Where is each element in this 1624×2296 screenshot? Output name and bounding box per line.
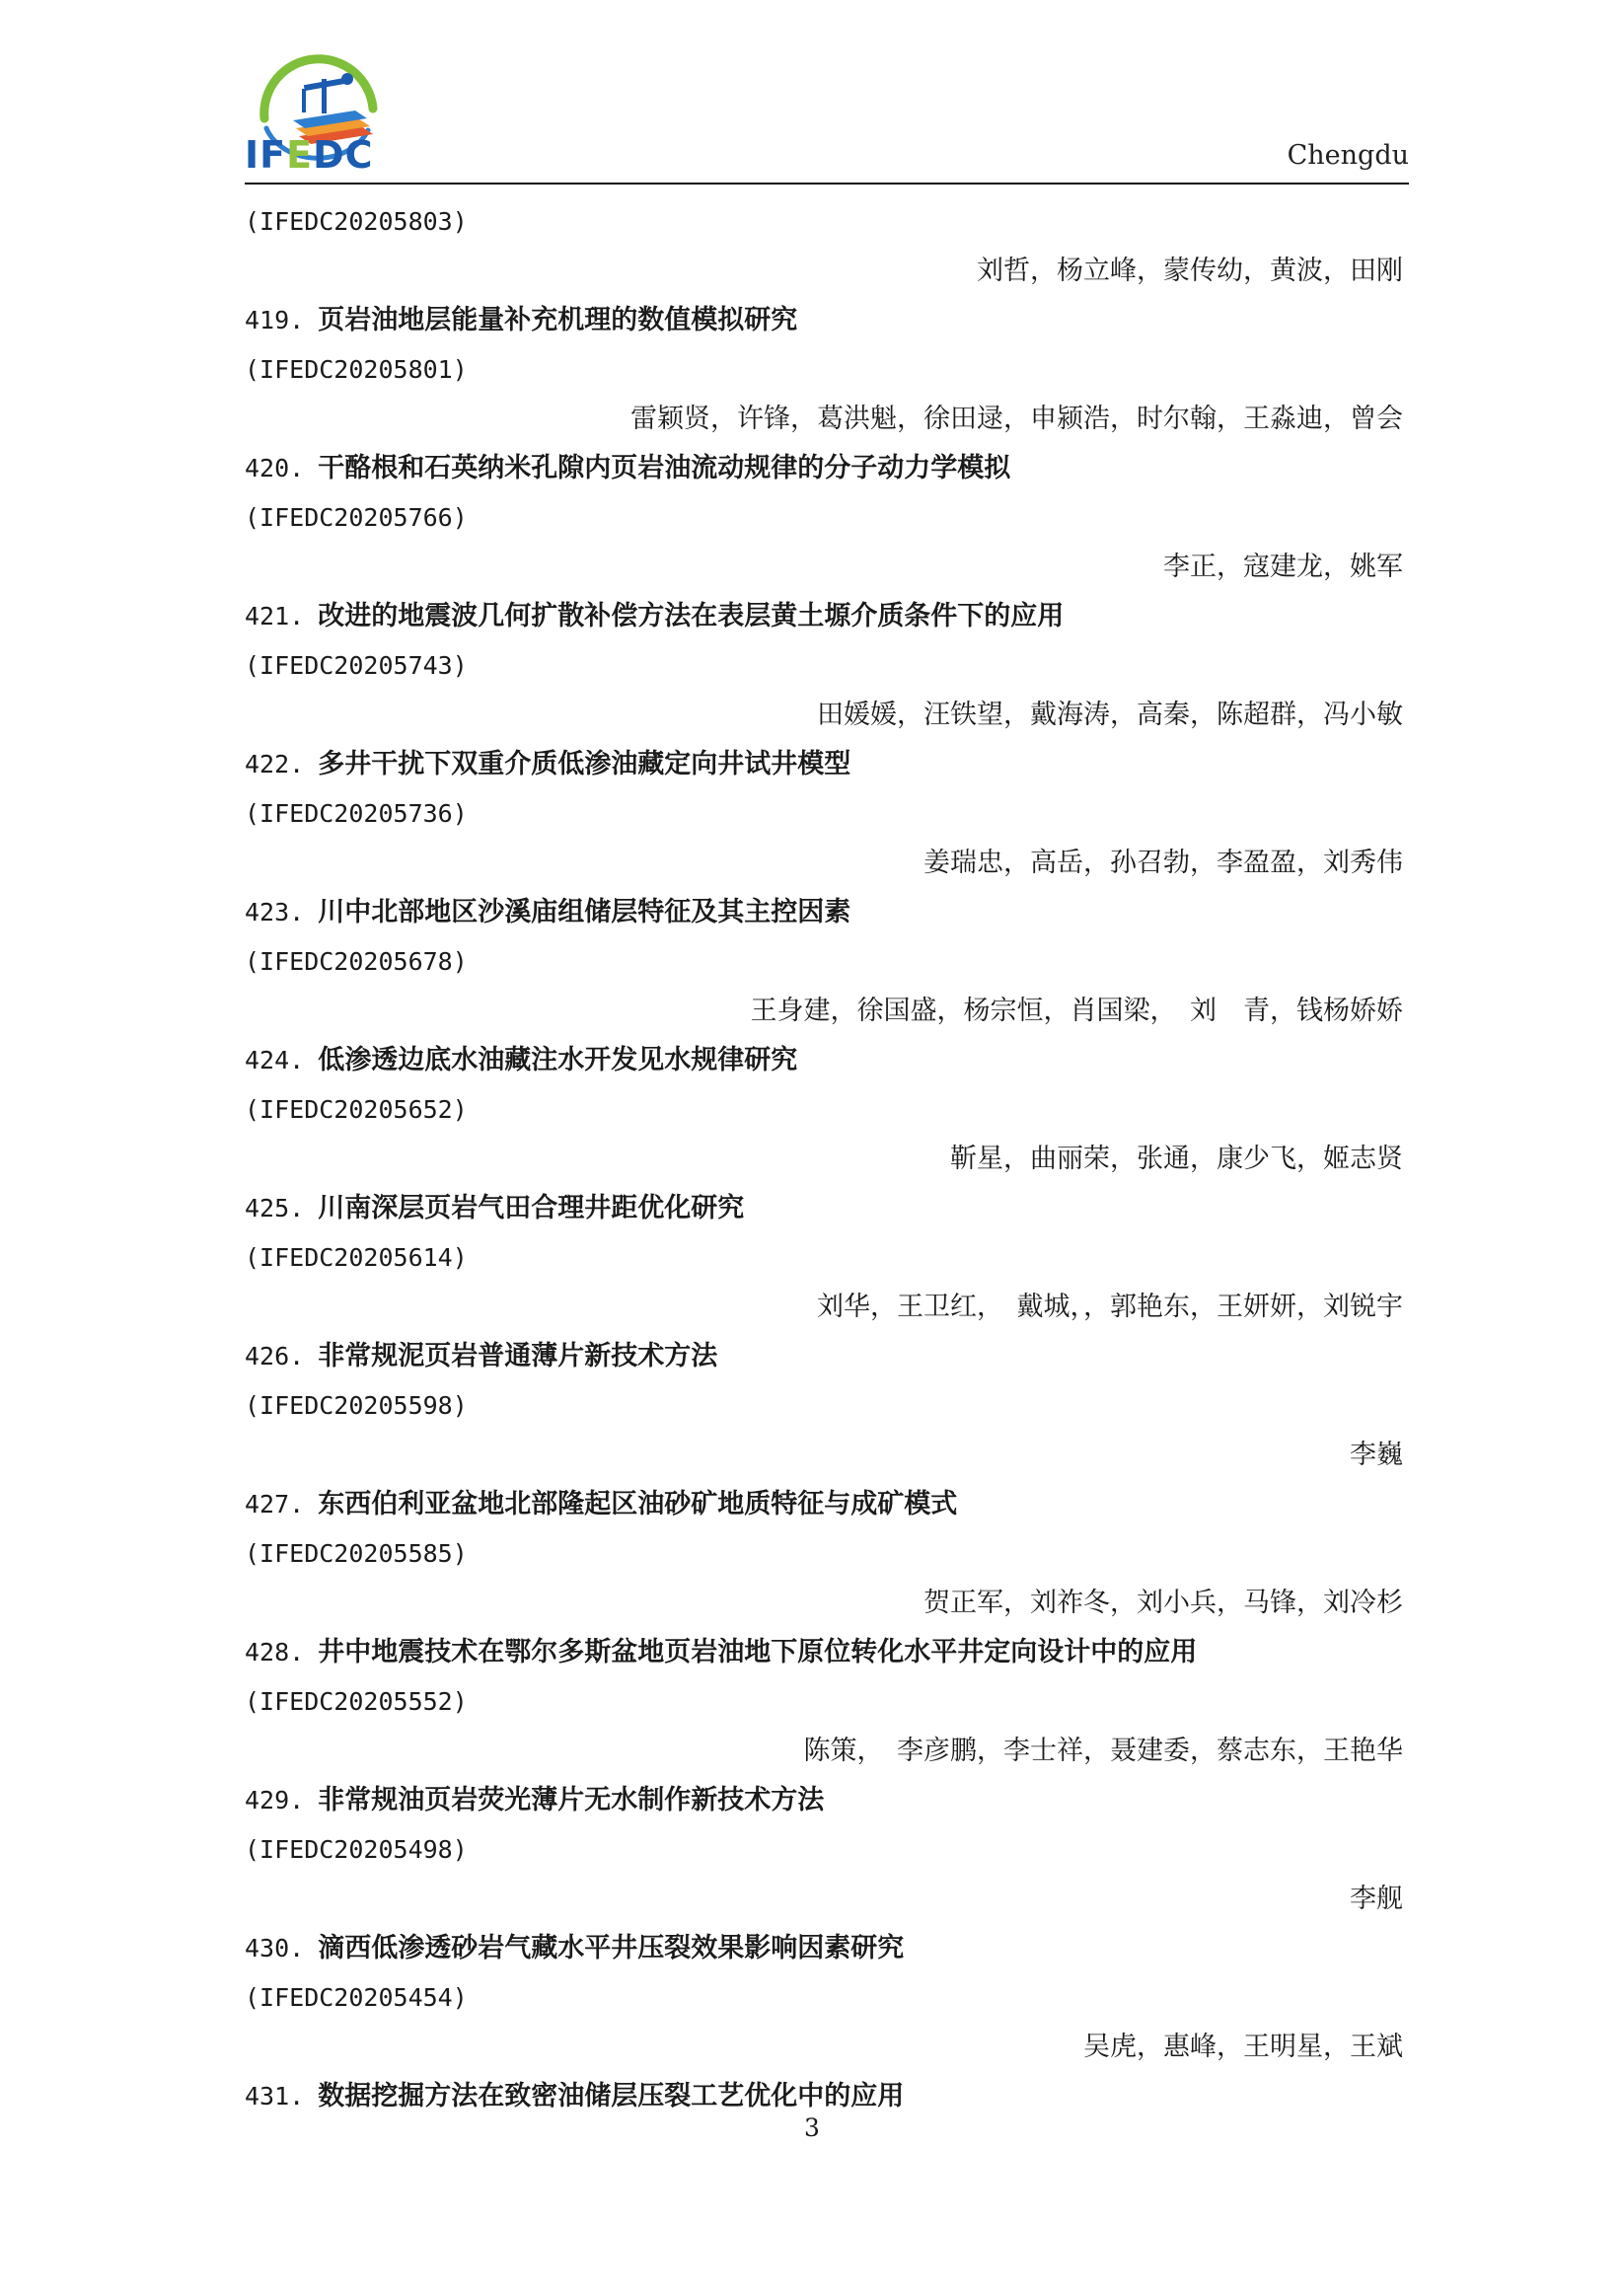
paper-title-text: 干酪根和石英纳米孔隙内页岩油流动规律的分子动力学模拟	[318, 453, 1011, 483]
paper-title-text: 非常规泥页岩普通薄片新技术方法	[318, 1341, 718, 1371]
paper-code: (IFEDC20205552)	[245, 1687, 468, 1716]
paper-code: (IFEDC20205454)	[245, 1983, 468, 2012]
paper-title-text: 改进的地震波几何扩散补偿方法在表层黄土塬介质条件下的应用	[318, 601, 1065, 631]
paper-authors: 刘哲，杨立峰，蒙传幼，黄波，田刚	[977, 256, 1403, 286]
paper-authors: 靳星，曲丽荣，张通，康少飞，姬志贤	[950, 1144, 1403, 1174]
paper-title	[245, 1480, 1403, 1529]
paper-title	[245, 1184, 1403, 1233]
header-city: Chengdu	[1287, 140, 1409, 171]
paper-code: (IFEDC20205801)	[245, 355, 468, 384]
paper-title	[245, 1036, 1403, 1085]
paper-code: (IFEDC20205614)	[245, 1243, 468, 1272]
paper-number: 422.	[245, 750, 305, 778]
paper-number: 425.	[245, 1194, 305, 1222]
paper-title	[245, 1628, 1403, 1677]
paper-code: (IFEDC20205736)	[245, 799, 468, 828]
page-number: 3	[804, 2113, 820, 2142]
paper-authors: 姜瑞忠，高岳，孙召勃，李盈盈，刘秀伟	[923, 848, 1403, 878]
paper-number: 428.	[245, 1638, 305, 1666]
paper-authors: 李巍	[1350, 1440, 1403, 1470]
paper-code: (IFEDC20205585)	[245, 1539, 468, 1568]
paper-authors: 雷颖贤，许锋，葛洪魁，徐田逯，申颍浩，时尔翰，王淼迪，曾会	[630, 404, 1403, 434]
paper-authors: 吴虎，惠峰，王明星，王斌	[1083, 2032, 1403, 2062]
paper-title	[245, 740, 1403, 789]
paper-title-text: 非常规油页岩荧光薄片无水制作新技术方法	[318, 1785, 825, 1815]
paper-code: (IFEDC20205766)	[245, 503, 468, 532]
paper-title	[245, 1776, 1403, 1825]
logo-text: IFEDC	[245, 133, 374, 177]
paper-title-text: 数据挖掘方法在致密油储层压裂工艺优化中的应用	[318, 2081, 905, 2111]
paper-title-text: 滴西低渗透砂岩气藏水平井压裂效果影响因素研究	[318, 1933, 905, 1963]
paper-number: 421.	[245, 602, 305, 630]
paper-title	[245, 1332, 1403, 1381]
paper-authors: 刘华，王卫红， 戴城，，郭艳东，王妍妍，刘锐宇	[817, 1292, 1403, 1322]
paper-number: 427.	[245, 1490, 305, 1518]
paper-number: 420.	[245, 454, 305, 482]
header-rule	[245, 183, 1409, 185]
paper-title-text: 页岩油地层能量补充机理的数值模拟研究	[318, 305, 798, 335]
paper-code: (IFEDC20205652)	[245, 1095, 468, 1124]
paper-title	[245, 1924, 1403, 1973]
paper-list	[245, 197, 1403, 2121]
paper-code: (IFEDC20205598)	[245, 1391, 468, 1420]
paper-title	[245, 888, 1403, 937]
paper-title	[245, 444, 1403, 493]
paper-authors: 贺正军，刘祚冬，刘小兵，马锋，刘冷杉	[923, 1588, 1403, 1618]
paper-title-text: 低渗透边底水油藏注水开发见水规律研究	[318, 1045, 798, 1075]
paper-code: (IFEDC20205743)	[245, 651, 468, 680]
paper-title-text: 川南深层页岩气田合理井距优化研究	[318, 1193, 745, 1223]
paper-authors: 田媛媛，汪铁望，戴海涛，高秦，陈超群，冯小敏	[817, 700, 1403, 730]
paper-code: (IFEDC20205803)	[245, 207, 468, 236]
paper-number: 426.	[245, 1342, 305, 1370]
paper-number: 419.	[245, 306, 305, 334]
paper-code: (IFEDC20205678)	[245, 947, 468, 976]
paper-authors: 陈策， 李彦鹏，李士祥，聂建委，蔡志东，王艳华	[803, 1736, 1403, 1766]
paper-number: 431.	[245, 2082, 305, 2111]
paper-authors: 王身建，徐国盛，杨宗恒，肖国梁， 刘 青，钱杨娇娇	[750, 996, 1403, 1026]
paper-number: 424.	[245, 1046, 305, 1074]
paper-title-text: 川中北部地区沙溪庙组储层特征及其主控因素	[318, 897, 851, 927]
paper-title-text: 东西伯利亚盆地北部隆起区油砂矿地质特征与成矿模式	[318, 1489, 958, 1519]
paper-title	[245, 296, 1403, 345]
paper-authors: 李舰	[1350, 1884, 1403, 1914]
paper-number: 430.	[245, 1934, 305, 1963]
paper-authors: 李正，寇建龙，姚军	[1163, 552, 1403, 582]
page-header	[245, 39, 1409, 185]
paper-title	[245, 592, 1403, 641]
paper-title-text: 多井干扰下双重介质低渗油藏定向井试井模型	[318, 749, 851, 779]
paper-code: (IFEDC20205498)	[245, 1835, 468, 1864]
paper-number: 423.	[245, 898, 305, 926]
paper-title-text: 井中地震技术在鄂尔多斯盆地页岩油地下原位转化水平井定向设计中的应用	[318, 1637, 1198, 1667]
paper-number: 429.	[245, 1786, 305, 1815]
